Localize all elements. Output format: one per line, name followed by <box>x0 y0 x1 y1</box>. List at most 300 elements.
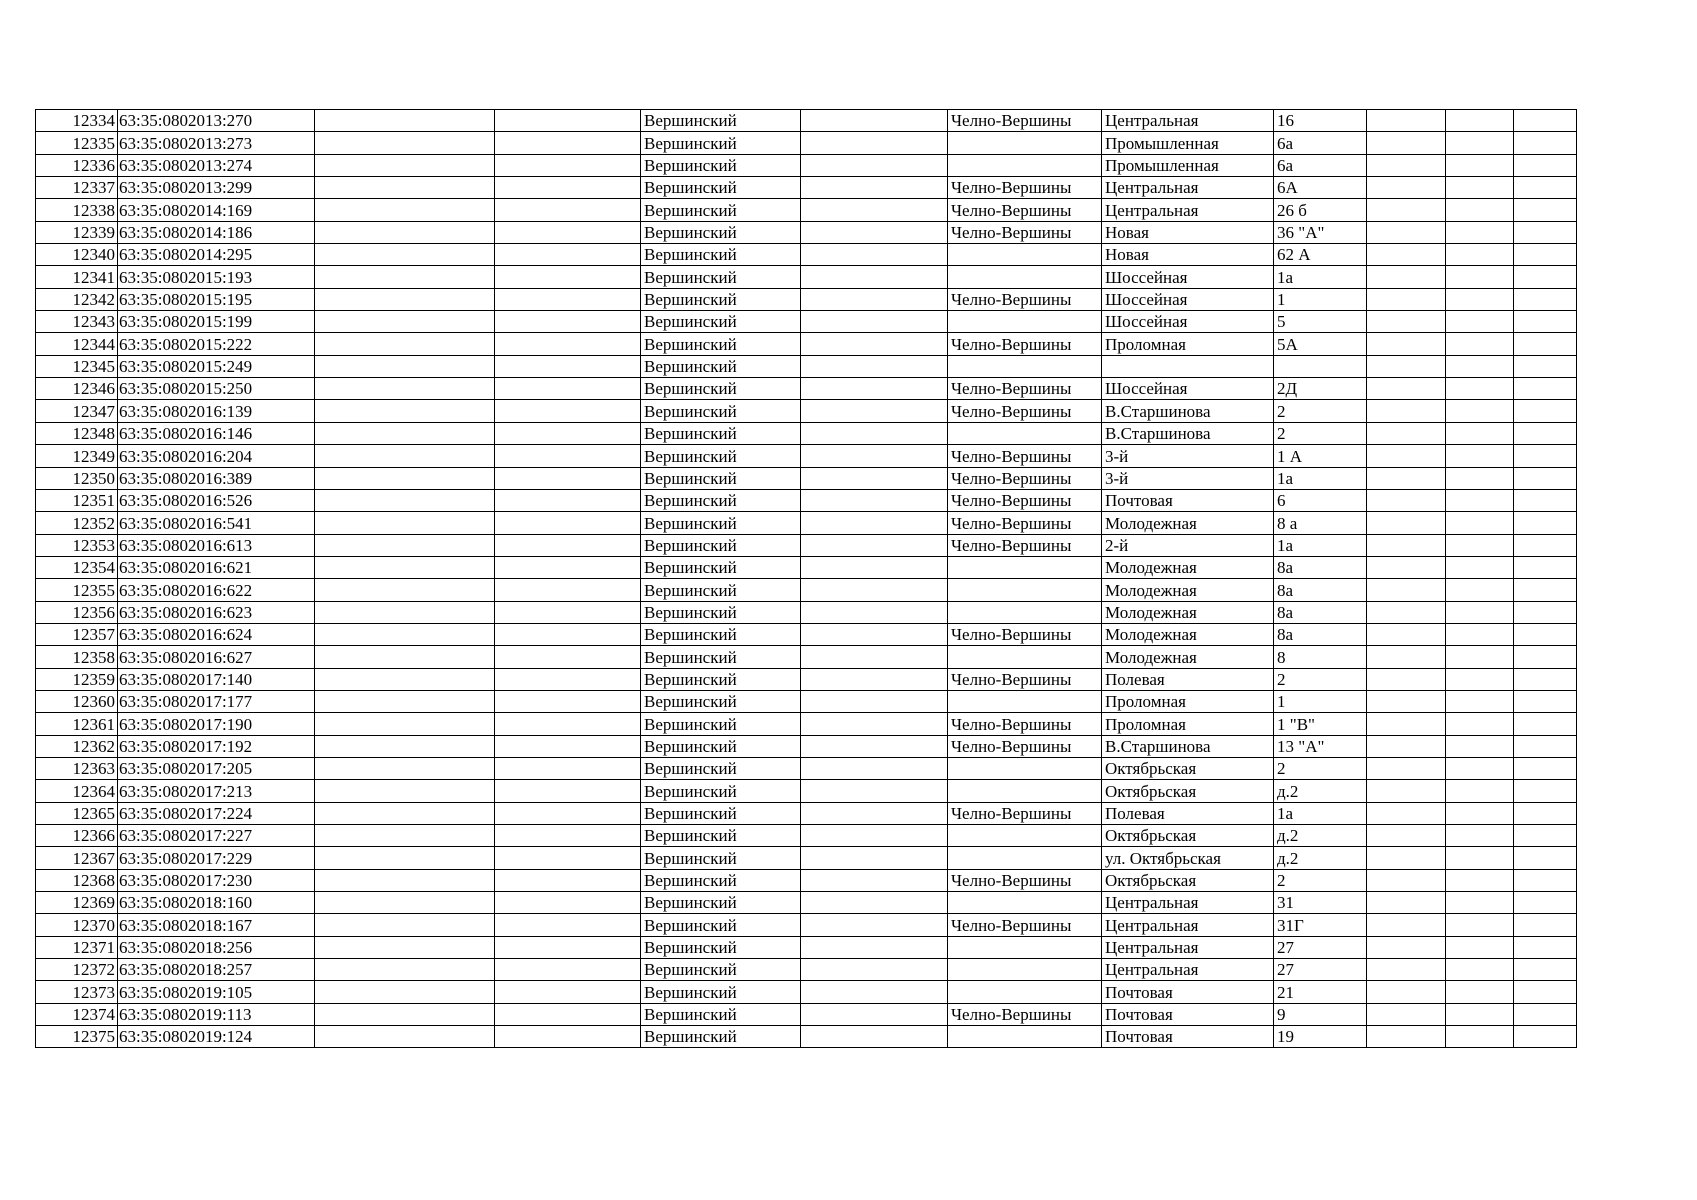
empty-cell <box>801 601 948 623</box>
table-row <box>36 1026 1577 1048</box>
street-cell: Шоссейная <box>1102 266 1274 288</box>
empty-cell <box>1367 981 1446 1003</box>
house-number-cell: 1а <box>1274 467 1367 489</box>
empty-cell <box>1446 601 1514 623</box>
house-number-cell: 19 <box>1274 1026 1367 1048</box>
row-number-cell: 12335 <box>36 132 118 154</box>
empty-cell <box>1446 735 1514 757</box>
row-number-cell: 12367 <box>36 847 118 869</box>
empty-cell <box>801 936 948 958</box>
district-cell: Вершинский <box>641 623 801 645</box>
empty-cell <box>315 601 495 623</box>
cadastral-number-cell: 63:35:0802013:274 <box>118 154 315 176</box>
empty-cell <box>1514 981 1577 1003</box>
street-cell: Полевая <box>1102 802 1274 824</box>
empty-cell <box>1446 154 1514 176</box>
street-cell: Шоссейная <box>1102 378 1274 400</box>
row-number-cell: 12370 <box>36 914 118 936</box>
house-number-cell: 1а <box>1274 534 1367 556</box>
empty-cell <box>1514 601 1577 623</box>
empty-cell <box>801 311 948 333</box>
empty-cell <box>495 177 641 199</box>
district-cell: Вершинский <box>641 646 801 668</box>
empty-cell <box>495 892 641 914</box>
district-cell: Вершинский <box>641 1003 801 1025</box>
street-cell: Молодежная <box>1102 556 1274 578</box>
street-cell: Центральная <box>1102 199 1274 221</box>
empty-cell <box>1514 959 1577 981</box>
empty-cell <box>1367 132 1446 154</box>
cadastral-number-cell: 63:35:0802019:105 <box>118 981 315 1003</box>
table-row <box>36 668 1577 690</box>
street-cell: Молодежная <box>1102 601 1274 623</box>
empty-cell <box>1367 959 1446 981</box>
row-number-cell: 12349 <box>36 445 118 467</box>
empty-cell <box>315 355 495 377</box>
empty-cell <box>1367 445 1446 467</box>
house-number-cell: 1 <box>1274 288 1367 310</box>
empty-cell <box>315 333 495 355</box>
street-cell: Молодежная <box>1102 579 1274 601</box>
empty-cell <box>495 288 641 310</box>
empty-cell <box>315 646 495 668</box>
locality-cell: Челно-Вершины <box>948 802 1102 824</box>
district-cell: Вершинский <box>641 244 801 266</box>
table-row <box>36 400 1577 422</box>
table-row <box>36 355 1577 377</box>
house-number-cell: 27 <box>1274 959 1367 981</box>
street-cell: Октябрьская <box>1102 825 1274 847</box>
table-row <box>36 244 1577 266</box>
empty-cell <box>1514 333 1577 355</box>
table-row <box>36 780 1577 802</box>
district-cell: Вершинский <box>641 355 801 377</box>
cadastral-number-cell: 63:35:0802015:250 <box>118 378 315 400</box>
row-number-cell: 12366 <box>36 825 118 847</box>
empty-cell <box>1367 422 1446 444</box>
empty-cell <box>495 1026 641 1048</box>
empty-cell <box>495 735 641 757</box>
row-number-cell: 12346 <box>36 378 118 400</box>
empty-cell <box>1514 288 1577 310</box>
empty-cell <box>495 1003 641 1025</box>
empty-cell <box>495 646 641 668</box>
table-row <box>36 892 1577 914</box>
empty-cell <box>1446 489 1514 511</box>
empty-cell <box>801 266 948 288</box>
empty-cell <box>315 847 495 869</box>
empty-cell <box>1514 199 1577 221</box>
empty-cell <box>1514 445 1577 467</box>
empty-cell <box>315 221 495 243</box>
empty-cell <box>1514 467 1577 489</box>
empty-cell <box>801 1003 948 1025</box>
cadastral-number-cell: 63:35:0802014:169 <box>118 199 315 221</box>
empty-cell <box>1367 668 1446 690</box>
row-number-cell: 12373 <box>36 981 118 1003</box>
street-cell: Центральная <box>1102 110 1274 132</box>
empty-cell <box>1514 422 1577 444</box>
empty-cell <box>495 847 641 869</box>
empty-cell <box>495 623 641 645</box>
empty-cell <box>495 512 641 534</box>
cadastral-number-cell: 63:35:0802017:140 <box>118 668 315 690</box>
empty-cell <box>1446 1003 1514 1025</box>
empty-cell <box>801 757 948 779</box>
district-cell: Вершинский <box>641 311 801 333</box>
street-cell: В.Старшинова <box>1102 735 1274 757</box>
table-row <box>36 757 1577 779</box>
row-number-cell: 12369 <box>36 892 118 914</box>
empty-cell <box>801 422 948 444</box>
row-number-cell: 12374 <box>36 1003 118 1025</box>
cadastral-number-cell: 63:35:0802016:613 <box>118 534 315 556</box>
cadastral-number-cell: 63:35:0802017:224 <box>118 802 315 824</box>
district-cell: Вершинский <box>641 959 801 981</box>
empty-cell <box>1367 110 1446 132</box>
empty-cell <box>1514 623 1577 645</box>
empty-cell <box>495 601 641 623</box>
locality-cell: Челно-Вершины <box>948 445 1102 467</box>
street-cell: Молодежная <box>1102 623 1274 645</box>
house-number-cell: д.2 <box>1274 847 1367 869</box>
house-number-cell: 6 <box>1274 489 1367 511</box>
house-number-cell: 8 <box>1274 646 1367 668</box>
district-cell: Вершинский <box>641 333 801 355</box>
house-number-cell: 31 <box>1274 892 1367 914</box>
empty-cell <box>315 266 495 288</box>
empty-cell <box>1367 311 1446 333</box>
district-cell: Вершинский <box>641 221 801 243</box>
empty-cell <box>495 221 641 243</box>
table-row <box>36 288 1577 310</box>
street-cell: Центральная <box>1102 959 1274 981</box>
table-row <box>36 221 1577 243</box>
empty-cell <box>801 780 948 802</box>
locality-cell <box>948 825 1102 847</box>
table-row <box>36 646 1577 668</box>
house-number-cell: 31Г <box>1274 914 1367 936</box>
house-number-cell: 1а <box>1274 266 1367 288</box>
row-number-cell: 12337 <box>36 177 118 199</box>
empty-cell <box>801 847 948 869</box>
empty-cell <box>315 959 495 981</box>
empty-cell <box>801 400 948 422</box>
district-cell: Вершинский <box>641 422 801 444</box>
empty-cell <box>1446 981 1514 1003</box>
empty-cell <box>1446 534 1514 556</box>
empty-cell <box>801 646 948 668</box>
cadastral-number-cell: 63:35:0802016:621 <box>118 556 315 578</box>
empty-cell <box>315 467 495 489</box>
empty-cell <box>315 288 495 310</box>
house-number-cell <box>1274 355 1367 377</box>
row-number-cell: 12358 <box>36 646 118 668</box>
row-number-cell: 12362 <box>36 735 118 757</box>
empty-cell <box>495 690 641 712</box>
locality-cell: Челно-Вершины <box>948 668 1102 690</box>
cadastral-number-cell: 63:35:0802016:204 <box>118 445 315 467</box>
locality-cell: Челно-Вершины <box>948 177 1102 199</box>
empty-cell <box>1514 892 1577 914</box>
row-number-cell: 12347 <box>36 400 118 422</box>
locality-cell: Челно-Вершины <box>948 199 1102 221</box>
empty-cell <box>1514 936 1577 958</box>
empty-cell <box>315 154 495 176</box>
locality-cell <box>948 690 1102 712</box>
empty-cell <box>801 981 948 1003</box>
empty-cell <box>1514 825 1577 847</box>
table-row <box>36 936 1577 958</box>
cadastral-number-cell: 63:35:0802016:389 <box>118 467 315 489</box>
cadastral-number-cell: 63:35:0802013:273 <box>118 132 315 154</box>
empty-cell <box>1514 221 1577 243</box>
cadastral-number-cell: 63:35:0802018:256 <box>118 936 315 958</box>
row-number-cell: 12365 <box>36 802 118 824</box>
locality-cell: Челно-Вершины <box>948 735 1102 757</box>
table-row <box>36 154 1577 176</box>
empty-cell <box>1446 757 1514 779</box>
cadastral-number-cell: 63:35:0802017:213 <box>118 780 315 802</box>
district-cell: Вершинский <box>641 154 801 176</box>
empty-cell <box>315 400 495 422</box>
empty-cell <box>1367 154 1446 176</box>
table-body <box>36 110 1577 1048</box>
empty-cell <box>1446 445 1514 467</box>
empty-cell <box>315 668 495 690</box>
empty-cell <box>315 735 495 757</box>
locality-cell <box>948 780 1102 802</box>
table-row <box>36 802 1577 824</box>
empty-cell <box>1367 400 1446 422</box>
empty-cell <box>315 914 495 936</box>
row-number-cell: 12334 <box>36 110 118 132</box>
street-cell: Почтовая <box>1102 489 1274 511</box>
empty-cell <box>1446 288 1514 310</box>
cadastral-number-cell: 63:35:0802016:526 <box>118 489 315 511</box>
row-number-cell: 12354 <box>36 556 118 578</box>
locality-cell: Челно-Вершины <box>948 378 1102 400</box>
empty-cell <box>801 1026 948 1048</box>
table-row <box>36 199 1577 221</box>
cadastral-number-cell: 63:35:0802019:124 <box>118 1026 315 1048</box>
row-number-cell: 12371 <box>36 936 118 958</box>
district-cell: Вершинский <box>641 668 801 690</box>
locality-cell <box>948 132 1102 154</box>
empty-cell <box>495 422 641 444</box>
house-number-cell: 8а <box>1274 556 1367 578</box>
empty-cell <box>315 825 495 847</box>
table-row <box>36 467 1577 489</box>
locality-cell <box>948 936 1102 958</box>
empty-cell <box>1367 512 1446 534</box>
table-row <box>36 847 1577 869</box>
empty-cell <box>1367 601 1446 623</box>
empty-cell <box>1514 668 1577 690</box>
row-number-cell: 12355 <box>36 579 118 601</box>
table-row <box>36 378 1577 400</box>
empty-cell <box>801 959 948 981</box>
house-number-cell: 8 а <box>1274 512 1367 534</box>
empty-cell <box>801 154 948 176</box>
cadastral-number-cell: 63:35:0802015:193 <box>118 266 315 288</box>
row-number-cell: 12345 <box>36 355 118 377</box>
empty-cell <box>801 802 948 824</box>
cadastral-number-cell: 63:35:0802017:229 <box>118 847 315 869</box>
locality-cell <box>948 244 1102 266</box>
empty-cell <box>1446 132 1514 154</box>
cadastral-number-cell: 63:35:0802015:249 <box>118 355 315 377</box>
empty-cell <box>1446 422 1514 444</box>
table-row <box>36 1003 1577 1025</box>
table-row <box>36 735 1577 757</box>
empty-cell <box>801 623 948 645</box>
row-number-cell: 12375 <box>36 1026 118 1048</box>
empty-cell <box>315 199 495 221</box>
empty-cell <box>1367 355 1446 377</box>
empty-cell <box>315 892 495 914</box>
house-number-cell: д.2 <box>1274 825 1367 847</box>
empty-cell <box>1514 847 1577 869</box>
empty-cell <box>1367 1026 1446 1048</box>
locality-cell: Челно-Вершины <box>948 512 1102 534</box>
empty-cell <box>1514 646 1577 668</box>
empty-cell <box>801 534 948 556</box>
empty-cell <box>1367 757 1446 779</box>
street-cell: Промышленная <box>1102 154 1274 176</box>
house-number-cell: 8а <box>1274 601 1367 623</box>
row-number-cell: 12372 <box>36 959 118 981</box>
cadastral-number-cell: 63:35:0802016:146 <box>118 422 315 444</box>
locality-cell <box>948 422 1102 444</box>
empty-cell <box>1514 378 1577 400</box>
cadastral-number-cell: 63:35:0802014:295 <box>118 244 315 266</box>
empty-cell <box>1514 400 1577 422</box>
row-number-cell: 12356 <box>36 601 118 623</box>
district-cell: Вершинский <box>641 601 801 623</box>
empty-cell <box>495 914 641 936</box>
locality-cell <box>948 757 1102 779</box>
empty-cell <box>1514 177 1577 199</box>
empty-cell <box>1514 780 1577 802</box>
locality-cell: Челно-Вершины <box>948 467 1102 489</box>
empty-cell <box>1446 914 1514 936</box>
house-number-cell: 2 <box>1274 869 1367 891</box>
district-cell: Вершинский <box>641 489 801 511</box>
district-cell: Вершинский <box>641 579 801 601</box>
empty-cell <box>1367 869 1446 891</box>
table-row <box>36 869 1577 891</box>
empty-cell <box>1367 802 1446 824</box>
house-number-cell: 2 <box>1274 757 1367 779</box>
empty-cell <box>1367 199 1446 221</box>
row-number-cell: 12341 <box>36 266 118 288</box>
empty-cell <box>315 177 495 199</box>
empty-cell <box>1514 244 1577 266</box>
cadastral-table <box>35 109 1577 1048</box>
empty-cell <box>801 132 948 154</box>
empty-cell <box>1514 154 1577 176</box>
house-number-cell: 27 <box>1274 936 1367 958</box>
row-number-cell: 12338 <box>36 199 118 221</box>
cadastral-number-cell: 63:35:0802015:199 <box>118 311 315 333</box>
district-cell: Вершинский <box>641 400 801 422</box>
cadastral-number-cell: 63:35:0802015:222 <box>118 333 315 355</box>
empty-cell <box>1514 355 1577 377</box>
empty-cell <box>1446 959 1514 981</box>
empty-cell <box>1367 288 1446 310</box>
district-cell: Вершинский <box>641 288 801 310</box>
district-cell: Вершинский <box>641 1026 801 1048</box>
row-number-cell: 12363 <box>36 757 118 779</box>
empty-cell <box>1367 735 1446 757</box>
empty-cell <box>315 422 495 444</box>
cadastral-number-cell: 63:35:0802017:190 <box>118 713 315 735</box>
empty-cell <box>495 981 641 1003</box>
cadastral-number-cell: 63:35:0802013:299 <box>118 177 315 199</box>
empty-cell <box>801 378 948 400</box>
cadastral-number-cell: 63:35:0802017:227 <box>118 825 315 847</box>
street-cell: В.Старшинова <box>1102 400 1274 422</box>
locality-cell <box>948 266 1102 288</box>
empty-cell <box>1446 825 1514 847</box>
empty-cell <box>1446 579 1514 601</box>
district-cell: Вершинский <box>641 177 801 199</box>
empty-cell <box>315 244 495 266</box>
row-number-cell: 12350 <box>36 467 118 489</box>
empty-cell <box>801 110 948 132</box>
district-cell: Вершинский <box>641 981 801 1003</box>
locality-cell <box>948 556 1102 578</box>
cadastral-number-cell: 63:35:0802017:192 <box>118 735 315 757</box>
street-cell: В.Старшинова <box>1102 422 1274 444</box>
house-number-cell: 1 "В" <box>1274 713 1367 735</box>
empty-cell <box>1367 847 1446 869</box>
empty-cell <box>1446 221 1514 243</box>
street-cell: Промышленная <box>1102 132 1274 154</box>
empty-cell <box>495 266 641 288</box>
empty-cell <box>1367 467 1446 489</box>
locality-cell: Челно-Вершины <box>948 713 1102 735</box>
table-row <box>36 959 1577 981</box>
empty-cell <box>1367 780 1446 802</box>
locality-cell: Челно-Вершины <box>948 221 1102 243</box>
empty-cell <box>1367 244 1446 266</box>
street-cell: Полевая <box>1102 668 1274 690</box>
empty-cell <box>315 512 495 534</box>
empty-cell <box>1514 556 1577 578</box>
district-cell: Вершинский <box>641 378 801 400</box>
district-cell: Вершинский <box>641 936 801 958</box>
empty-cell <box>1446 1026 1514 1048</box>
empty-cell <box>495 199 641 221</box>
table-row <box>36 110 1577 132</box>
table-row <box>36 489 1577 511</box>
house-number-cell: 26 б <box>1274 199 1367 221</box>
empty-cell <box>801 489 948 511</box>
empty-cell <box>801 579 948 601</box>
street-cell: Шоссейная <box>1102 288 1274 310</box>
cadastral-number-cell: 63:35:0802015:195 <box>118 288 315 310</box>
locality-cell: Челно-Вершины <box>948 1003 1102 1025</box>
empty-cell <box>1446 668 1514 690</box>
empty-cell <box>1446 690 1514 712</box>
house-number-cell: 5 <box>1274 311 1367 333</box>
empty-cell <box>315 981 495 1003</box>
empty-cell <box>495 936 641 958</box>
empty-cell <box>315 489 495 511</box>
empty-cell <box>1446 869 1514 891</box>
